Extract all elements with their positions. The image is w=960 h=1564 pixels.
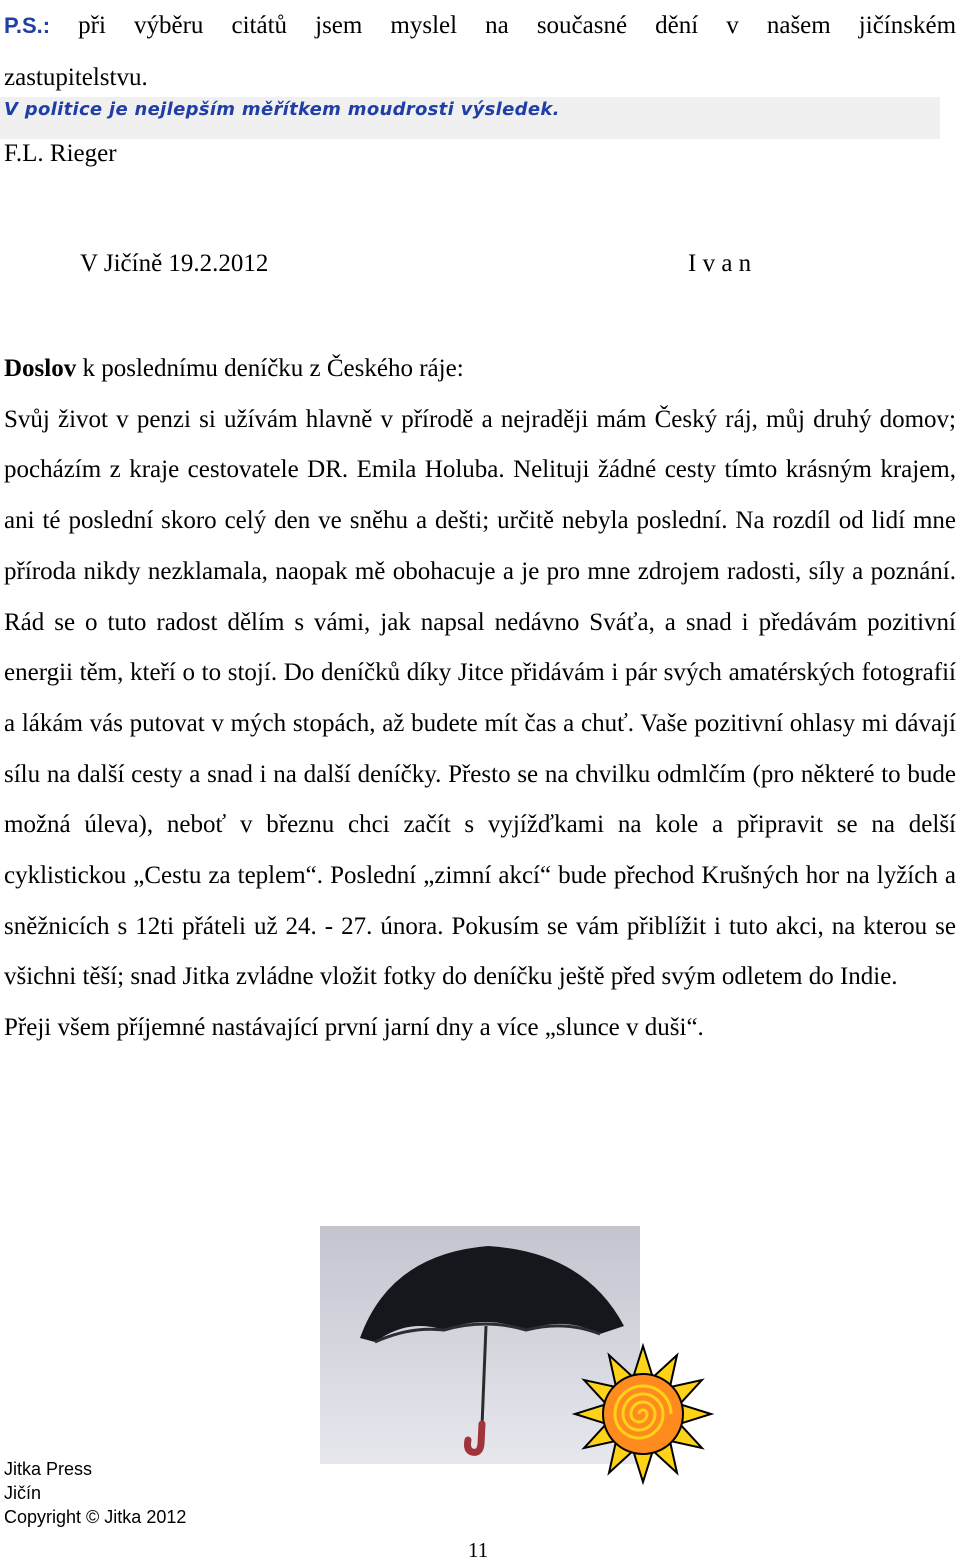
footer-city: Jičín <box>4 1483 42 1503</box>
ps-text-1: při výběru citátů jsem myslel na současné dění v našem jičínském <box>78 12 957 39</box>
doslov-label: Doslov <box>4 355 77 382</box>
doslov-paragraph: Svůj život v penzi si užívám hlavně v přírodě a nejraději mám Český ráj, můj druhý domov; pocházím z kraje cestovatele DR. Emila Holuba. Nelituji žádné cesty tímto krásným krajem, ani té poslední skoro celý den ve sněhu a dešti; určitě nebyla poslední. Na rozdíl od lidí mne příroda nikdy nezklamala, naopak mě obohacuje a je pro mne zdrojem radosti, síly a poznání. Rád se o tuto radost dělím s vámi, jak napsal nedávno Sváťa, a snad i předávám pozitivní energii těm, kteří o to stojí. Do deníčků díky Jitce přidávám i pár svých amatérských fotografií a lákám vás putovat v mých stopách, až budete mít čas a chuť. Vaše pozitivní ohlasy mi dávají sílu na další cesty a snad i na další deníčky. Přesto se na chvilku odmlčím (pro některé to bude možná úleva), neboť v březnu chci začít s vyjížďkami na kole a připravit se na delší cyklistickou „Cestu za teplem“. Poslední „zimní akcí“ bude přechod Krušných hor na lyžích a sněžnicích s 12ti přáteli už 24. - 27. února. Pokusím se vám přiblížit i tuto akci, na kterou se všichni těší; snad Jitka zvládne vložit fotky do deníčku ještě před svým odletem do Indie. <box>4 405 956 991</box>
quote-text: V politice je nejlepším měřítkem moudrosti výsledek. <box>4 99 560 120</box>
doslov-section <box>4 344 956 1054</box>
signature: I v a n <box>688 250 752 277</box>
sun-icon <box>572 1343 714 1485</box>
ps-line-1 <box>4 0 956 52</box>
doslov-heading <box>4 344 956 395</box>
quote-author: F.L. Rieger <box>4 140 117 167</box>
page-number: 11 <box>468 1538 489 1562</box>
ps-note <box>4 0 956 104</box>
place-date: V Jičíně 19.2.2012 <box>80 250 269 277</box>
ps-label: P.S.: <box>4 13 51 38</box>
footer-publisher: Jitka Press <box>4 1459 93 1479</box>
doslov-closing: Přeji všem příjemné nastávající první jarní dny a více „slunce v duši“. <box>4 1014 704 1042</box>
doslov-heading-text: k poslednímu deníčku z Českého ráje: <box>76 355 464 382</box>
ps-line-2: zastupitelstvu. <box>4 64 148 91</box>
footer-copyright: Copyright © Jitka 2012 <box>4 1507 187 1527</box>
footer <box>4 1457 186 1529</box>
